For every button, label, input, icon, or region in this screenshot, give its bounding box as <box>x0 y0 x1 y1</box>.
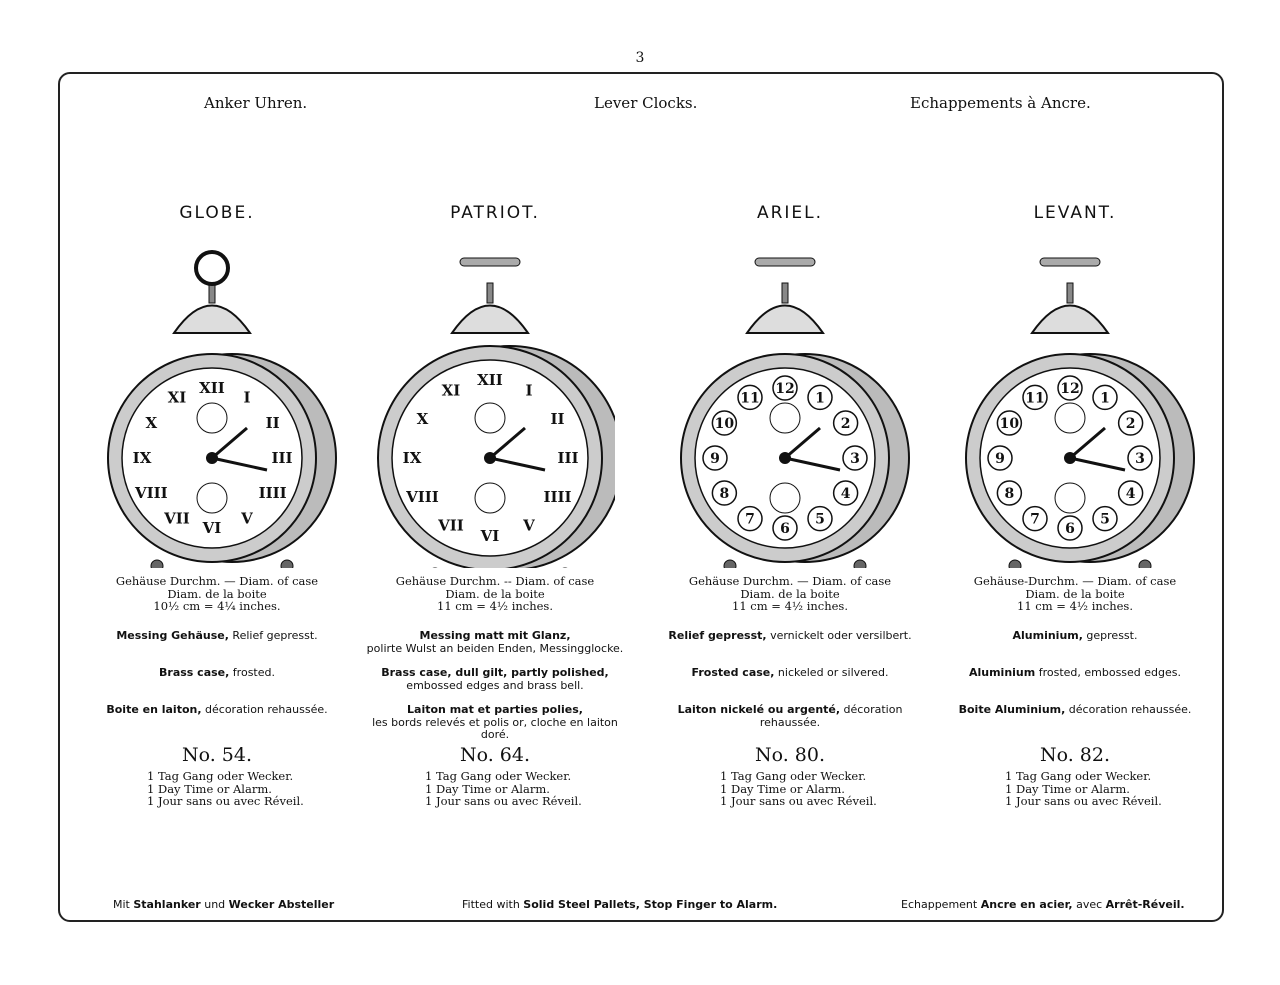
dial-numeral: III <box>271 449 293 467</box>
dial-numeral: 1 <box>1100 390 1110 407</box>
description-french: Boite Aluminium, décoration rehaussée. <box>958 703 1192 716</box>
description-german: Messing Gehäuse, Relief gepresst. <box>116 629 318 642</box>
dial-numeral: XII <box>477 371 503 389</box>
dial-numeral: X <box>145 414 158 432</box>
dial-numeral: 1 <box>815 390 825 407</box>
dimension-line: 11 cm = 4½ inches. <box>437 599 553 613</box>
dial-numeral: 5 <box>1100 511 1110 528</box>
dimension-line: Diam. de la boite <box>167 586 267 601</box>
dial-numeral: XI <box>441 381 461 400</box>
dial-numeral: 12 <box>1060 381 1080 397</box>
option-item: 1 Day Time or Alarm. <box>425 781 550 796</box>
dial-numeral: III <box>557 449 579 467</box>
description-english: Aluminium frosted, embossed edges. <box>968 666 1182 679</box>
dial-numeral: 8 <box>719 486 730 502</box>
dial-numeral: X <box>416 410 429 428</box>
alarm-clock-illustration <box>97 238 337 568</box>
option-item: 1 Jour sans ou avec Réveil. <box>147 794 304 808</box>
option-item: 1 Jour sans ou avec Réveil. <box>1005 794 1162 808</box>
dial-numeral: XI <box>167 388 187 407</box>
case-dimensions <box>360 575 630 613</box>
option-item: 1 Tag Gang oder Wecker. <box>147 769 294 783</box>
description-english: Frosted case, nickeled or silvered. <box>691 666 889 679</box>
dial-numeral: V <box>241 509 253 528</box>
dial-numeral: VIII <box>135 484 168 502</box>
clock-name: GLOBE. <box>179 203 255 223</box>
dial-numeral: 6 <box>1065 521 1075 537</box>
header-french: Echappements à Ancre. <box>910 94 1091 112</box>
model-number: No. 54. <box>181 744 253 766</box>
dial-numeral: VII <box>164 509 190 528</box>
dial-numeral: II <box>265 414 280 432</box>
option-item: 1 Day Time or Alarm. <box>720 781 845 796</box>
clock-name: ARIEL. <box>756 203 824 223</box>
dial-numeral: 9 <box>710 451 720 467</box>
alarm-clock-illustration <box>955 238 1195 568</box>
dimension-line: Gehäuse Durchm. — Diam. of case <box>115 574 319 588</box>
dial-numeral: 11 <box>1025 390 1045 407</box>
option-item: 1 Tag Gang oder Wecker. <box>1005 769 1152 783</box>
model-number: No. 82. <box>1039 744 1111 766</box>
dial-numeral: IIII <box>543 488 572 506</box>
dimension-line: Diam. de la boite <box>740 586 840 601</box>
options-list <box>425 770 695 808</box>
dial-numeral: V <box>523 516 535 535</box>
options-list <box>1005 770 1275 808</box>
dial-numeral: 12 <box>775 381 795 397</box>
option-item: 1 Tag Gang oder Wecker. <box>720 769 867 783</box>
dial-numeral: 3 <box>1135 451 1145 467</box>
clock-name: PATRIOT. <box>450 203 540 223</box>
option-item: 1 Day Time or Alarm. <box>147 781 272 796</box>
alarm-clock-illustration <box>670 238 910 568</box>
description-english: Brass case, dull gilt, partly polished, embossed edges and brass bell. <box>381 666 609 692</box>
footer-french: Echappement Ancre en acier, avec Arrêt-Réveil. <box>901 898 1185 911</box>
dial-numeral: II <box>550 410 565 428</box>
option-item: 1 Tag Gang oder Wecker. <box>425 769 572 783</box>
case-dimensions <box>82 575 352 613</box>
dimension-line: Gehäuse-Durchm. — Diam. of case <box>973 574 1177 588</box>
options-list <box>147 770 417 808</box>
dimension-line: 10½ cm = 4¼ inches. <box>153 599 281 613</box>
header-english: Lever Clocks. <box>594 94 698 112</box>
dimension-line: 11 cm = 4½ inches. <box>1017 599 1133 613</box>
dial-numeral: 9 <box>995 451 1005 467</box>
case-dimensions <box>940 575 1210 613</box>
dial-numeral: 10 <box>714 416 735 432</box>
header-german: Anker Uhren. <box>204 94 308 112</box>
dial-numeral: IX <box>402 449 422 467</box>
dial-numeral: 3 <box>850 451 860 467</box>
dial-numeral: VI <box>480 527 500 545</box>
footer-german: Mit Stahlanker und Wecker Absteller <box>113 898 335 911</box>
dial-numeral: VII <box>438 516 464 535</box>
dial-numeral: XII <box>199 379 225 397</box>
dial-numeral: 10 <box>999 416 1020 432</box>
description-german: Messing matt mit Glanz, polirte Wulst an beiden Enden, Messingglocke. <box>366 629 624 655</box>
dial-numeral: I <box>243 388 251 407</box>
dial-numeral: VIII <box>406 488 439 506</box>
dial-numeral: 4 <box>840 486 851 502</box>
description-english: Brass case, frosted. <box>159 666 275 679</box>
dial-numeral: 7 <box>745 511 755 528</box>
description-german: Aluminium, gepresst. <box>1012 629 1138 642</box>
dimension-line: Diam. de la boite <box>445 586 545 601</box>
dial-numeral: 6 <box>780 521 790 537</box>
option-item: 1 Jour sans ou avec Réveil. <box>720 794 877 808</box>
alarm-clock-illustration <box>375 238 615 568</box>
dimension-line: Gehäuse Durchm. -- Diam. of case <box>395 574 595 588</box>
dial-numeral: 5 <box>815 511 825 528</box>
model-number: No. 80. <box>754 744 826 766</box>
dimension-line: Diam. de la boite <box>1025 586 1125 601</box>
description-french: Laiton nickelé ou argenté, décoration rehaussée. <box>677 703 903 729</box>
footer-english: Fitted with Solid Steel Pallets, Stop Finger to Alarm. <box>462 898 778 911</box>
dial-numeral: 7 <box>1030 511 1040 528</box>
dial-numeral: 2 <box>840 416 851 432</box>
options-list <box>720 770 990 808</box>
dial-numeral: I <box>525 381 533 400</box>
dimension-line: Gehäuse Durchm. — Diam. of case <box>688 574 892 588</box>
dial-numeral: IX <box>132 449 152 467</box>
description-french: Boite en laiton, décoration rehaussée. <box>106 703 328 716</box>
page-number: 3 <box>635 50 645 66</box>
case-dimensions <box>655 575 925 613</box>
clock-name: LEVANT. <box>1033 203 1117 223</box>
dial-numeral: 2 <box>1125 416 1136 432</box>
dial-numeral: 11 <box>740 390 760 407</box>
dial-numeral: 4 <box>1125 486 1136 502</box>
dimension-line: 11 cm = 4½ inches. <box>732 599 848 613</box>
model-number: No. 64. <box>459 744 531 766</box>
description-french: Laiton mat et parties polies, les bords relevés et polis or, cloche en laiton doré. <box>372 703 618 741</box>
dial-numeral: IIII <box>258 484 287 502</box>
option-item: 1 Jour sans ou avec Réveil. <box>425 794 582 808</box>
dial-numeral: VI <box>202 519 222 537</box>
option-item: 1 Day Time or Alarm. <box>1005 781 1130 796</box>
dial-numeral: 8 <box>1004 486 1015 502</box>
description-german: Relief gepresst, vernickelt oder versilbert. <box>668 629 912 642</box>
